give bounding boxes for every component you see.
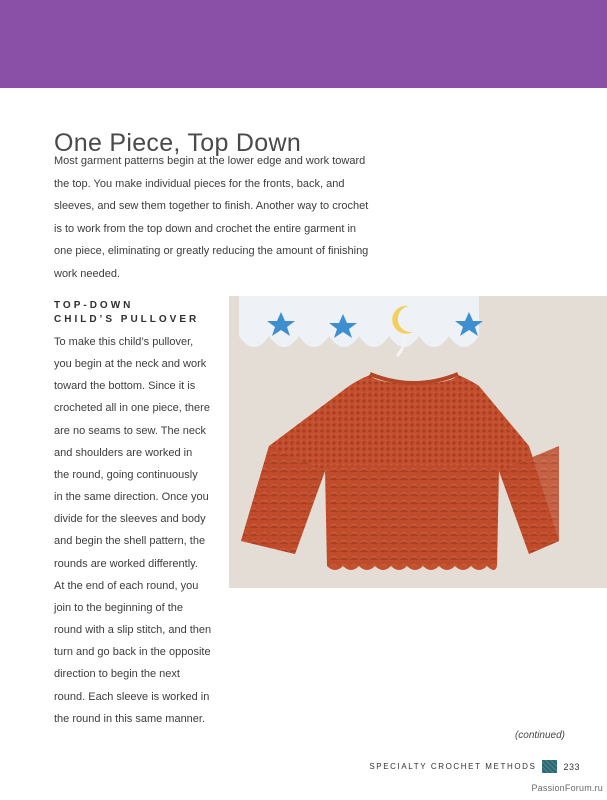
body-line: and shoulders are worked in — [54, 446, 193, 459]
body-line: round. Each sleeve is worked in — [54, 690, 210, 703]
header-banner — [0, 0, 607, 88]
intro-line: is to work from the top down and crochet the entire garment in — [54, 222, 357, 235]
body-line: you begin at the neck and work — [54, 358, 207, 371]
intro-line: sleeves, and sew them together to finish. Another way to crochet — [54, 200, 369, 213]
sweater-illustration — [229, 296, 607, 588]
body-line: the round in this same manner. — [54, 712, 206, 725]
subheading-line-2: CHILD’S PULLOVER — [54, 314, 200, 325]
body-line: To make this child’s pullover, — [54, 336, 194, 348]
sweater-photo — [229, 296, 607, 588]
intro-line: work needed. — [54, 267, 121, 280]
body-line: At the end of each round, you — [54, 579, 199, 592]
subheading-line-1: TOP-DOWN — [54, 300, 134, 311]
continued-note: (continued) — [514, 730, 565, 741]
page-footer — [369, 760, 580, 773]
intro-paragraph — [54, 150, 384, 286]
body-paragraph — [54, 331, 226, 730]
body-line: toward the bottom. Since it is — [54, 380, 196, 393]
body-line: turn and go back in the opposite — [54, 646, 211, 659]
body-line: divide for the sleeves and body — [54, 513, 206, 526]
body-line: join to the beginning of the — [54, 601, 184, 614]
body-line: in the same direction. Once you — [54, 491, 209, 504]
body-line: direction to begin the next — [54, 668, 180, 681]
body-line: are no seams to sew. The neck — [54, 424, 207, 437]
page-title: One Piece, Top Down — [54, 128, 302, 157]
page-number: 233 — [563, 761, 580, 772]
body-line: and begin the shell pattern, the — [54, 535, 206, 548]
square-pattern-icon — [542, 760, 557, 773]
body-line: crocheted all in one piece, there — [54, 402, 210, 415]
intro-line: one piece, eliminating or greatly reducing the amount of finishing — [54, 245, 369, 258]
body-line: the round, going continuously — [54, 468, 198, 481]
section-subheading — [54, 299, 199, 327]
footer-section-title: SPECIALTY CROCHET METHODS — [369, 762, 537, 771]
intro-line: the top. You make individual pieces for the fronts, back, and — [54, 177, 345, 190]
body-line: round with a slip stitch, and then — [54, 624, 212, 637]
watermark: PassionForum.ru — [531, 783, 603, 793]
intro-line: Most garment patterns begin at the lower edge and work toward — [54, 155, 366, 167]
body-line: rounds are worked differently. — [54, 557, 198, 570]
